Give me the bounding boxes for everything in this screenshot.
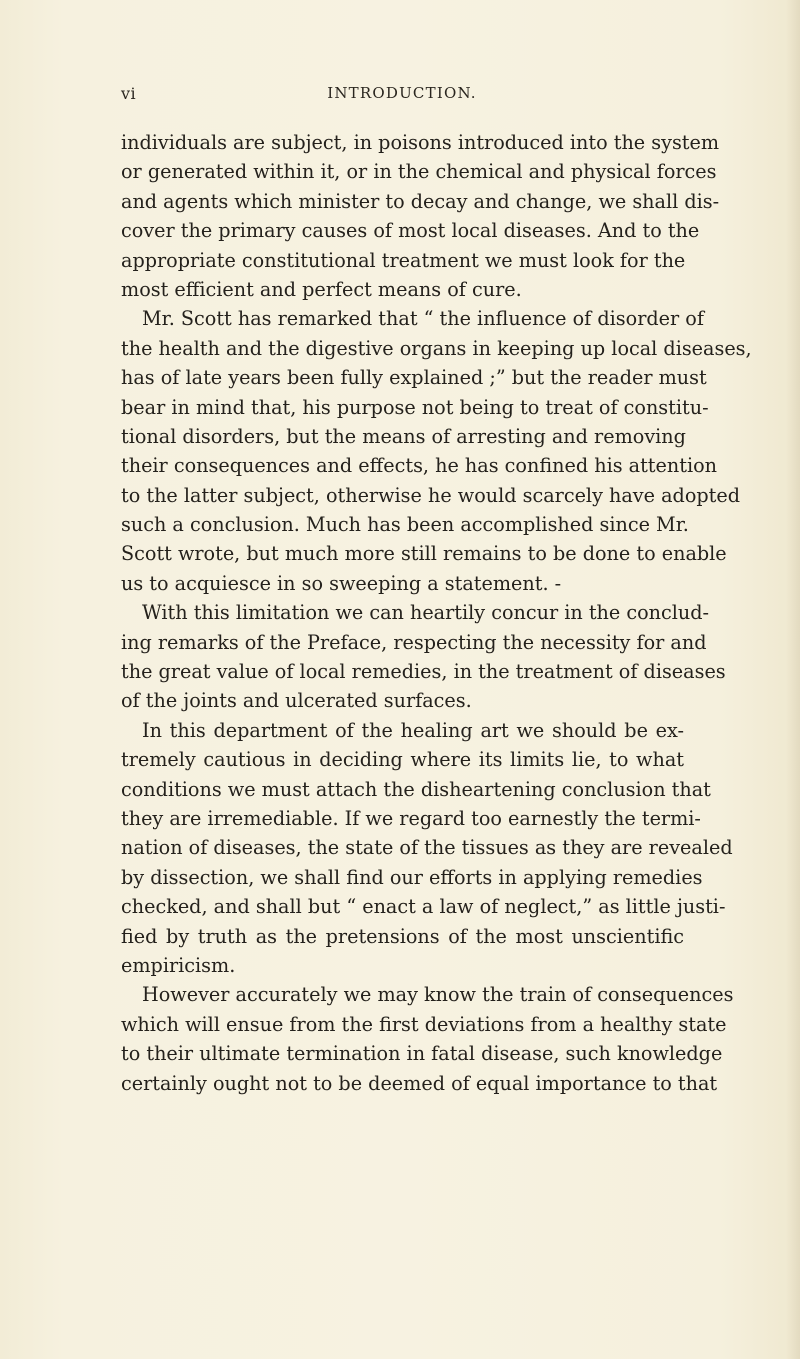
text-line: appropriate constitutional treatment we must look for the	[121, 248, 686, 272]
text-line: most efficient and perfect means of cure.	[121, 277, 522, 301]
text-line: tremely cautious in deciding where its limits lie, to what	[121, 748, 684, 772]
text-line: fied by truth as the pretensions of the most unscientific	[121, 924, 684, 948]
text-line: the health and the digestive organs in keeping up local diseases,	[121, 336, 752, 360]
text-line: ing remarks of the Preface, respecting the necessity for and	[121, 630, 707, 654]
text-line: With this limitation we can heartily concur in the conclud-	[142, 601, 710, 625]
text-line: such a conclusion. Much has been accomplished since Mr.	[121, 513, 689, 537]
text-line: However accurately we may know the train of consequences	[142, 983, 734, 1007]
paragraph	[121, 980, 734, 1098]
text-line: Scott wrote, but much more still remains to be done to enable	[121, 542, 727, 566]
text-line: their consequences and effects, he has confined his attention	[121, 454, 717, 478]
running-head	[121, 84, 683, 108]
text-line: conditions we must attach the disheartening conclusion that	[121, 777, 711, 801]
body-text	[121, 128, 752, 1098]
text-line: or generated within it, or in the chemical and physical forces	[121, 160, 717, 184]
paragraph	[121, 716, 733, 981]
text-line: they are irremediable. If we regard too earnestly the termi-	[121, 806, 701, 830]
text-line: Mr. Scott has remarked that “ the influence of disorder of	[142, 307, 704, 331]
text-line: checked, and shall but “ enact a law of neglect,” as little justi-	[121, 895, 726, 919]
text-line: nation of diseases, the state of the tissues as they are revealed	[121, 836, 733, 860]
page-number: vi	[121, 84, 137, 103]
text-line: and agents which minister to decay and change, we shall dis-	[121, 189, 720, 213]
text-line: individuals are subject, in poisons introduced into the system	[121, 131, 720, 154]
paragraph	[121, 598, 726, 716]
text-line: tional disorders, but the means of arresting and removing	[121, 424, 686, 448]
text-line: has of late years been fully explained ;” but the reader must	[121, 366, 707, 390]
page-edge-shadow	[786, 0, 800, 1359]
paragraph	[121, 304, 752, 598]
text-line: us to acquiesce in so sweeping a statement. -	[121, 571, 562, 595]
text-line: which will ensue from the first deviations from a healthy state	[121, 1012, 727, 1036]
text-line: by dissection, we shall find our efforts in applying remedies	[121, 865, 703, 889]
text-line: to the latter subject, otherwise he would scarcely have adopted	[121, 483, 741, 507]
running-title: INTRODUCTION.	[327, 84, 477, 102]
text-line: empiricism.	[121, 953, 236, 977]
text-line: cover the primary causes of most local diseases. And to the	[121, 219, 700, 243]
text-line: of the joints and ulcerated surfaces.	[121, 689, 472, 713]
text-line: the great value of local remedies, in the treatment of diseases	[121, 660, 726, 684]
text-line: certainly ought not to be deemed of equal importance to that	[121, 1071, 718, 1095]
paragraph	[121, 128, 720, 304]
text-line: bear in mind that, his purpose not being to treat of constitu-	[121, 395, 709, 419]
text-line: In this department of the healing art we should be ex-	[142, 718, 684, 742]
text-line: to their ultimate termination in fatal disease, such knowledge	[121, 1042, 723, 1066]
